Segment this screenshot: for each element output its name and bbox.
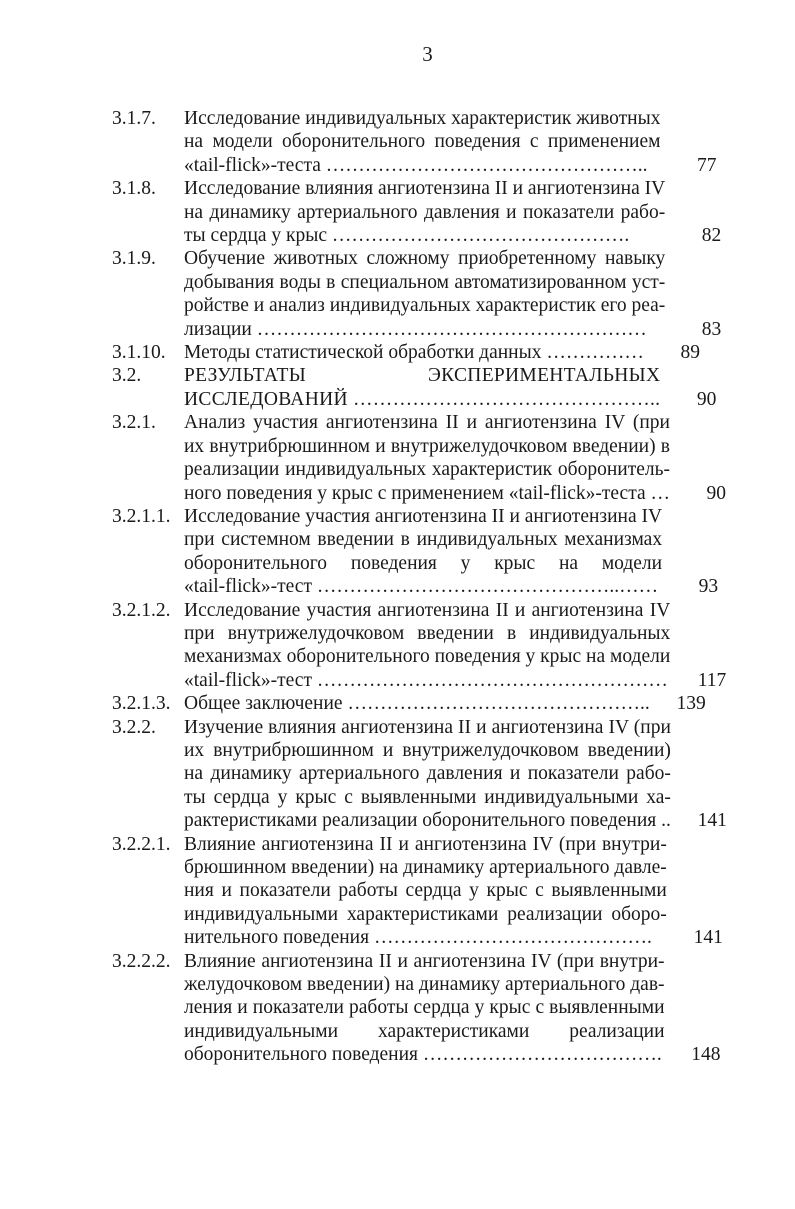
toc-entry-line: на модели оборонительного поведения с применением xyxy=(184,131,661,153)
toc-entry-page: 117 xyxy=(697,669,727,691)
toc-entry-line: добывания воды в специальном автоматизированном уст- xyxy=(184,271,666,293)
toc-entry-title xyxy=(184,950,721,1067)
toc-entry-page: 83 xyxy=(701,318,722,340)
toc-entry-line: нительного поведения ……………………………………. xyxy=(184,927,652,949)
toc-entry-title xyxy=(184,411,726,505)
toc-entry-title xyxy=(184,505,718,599)
toc-entry-line: на динамику артериального давления и показатели рабо- xyxy=(184,201,666,223)
toc-entry xyxy=(112,599,727,693)
toc-entry-page: 77 xyxy=(696,154,717,176)
toc-entry xyxy=(112,247,722,341)
toc-entry-page: 89 xyxy=(680,342,700,364)
toc-entry-line: ройстве и анализ индивидуальных характеристик его реа- xyxy=(184,295,666,317)
toc-entry-line: Обучение животных сложному приобретенному навыку xyxy=(184,248,666,270)
toc-entry-line: их внутрибрюшинном и внутрижелудочковом введении) xyxy=(184,739,671,761)
table-of-contents xyxy=(112,107,727,1067)
toc-entry-title xyxy=(184,716,727,833)
toc-entry-title xyxy=(184,177,721,247)
toc-entry-title xyxy=(184,107,716,177)
toc-entry xyxy=(112,833,723,950)
toc-entry-line: «tail-flick»-тест ……………………………………………… xyxy=(184,669,668,691)
toc-entry-line: ты сердца у крыс ………………………………………. xyxy=(184,225,630,247)
toc-entry-number: 3.2.2.2. xyxy=(112,950,171,972)
toc-entry xyxy=(112,950,721,1067)
toc-entry xyxy=(112,107,717,177)
toc-entry xyxy=(112,716,727,833)
toc-entry xyxy=(112,692,706,715)
toc-entry-line: реализации индивидуальных характеристик оборонитель- xyxy=(184,459,670,481)
toc-entry-page: 82 xyxy=(701,225,722,247)
toc-entry-line: лизации …………………………………………………… xyxy=(184,318,647,340)
toc-entry xyxy=(112,364,717,411)
toc-entry-title xyxy=(184,364,716,411)
toc-entry-number: 3.2.2. xyxy=(112,716,156,738)
toc-entry-number: 3.2.1.1. xyxy=(112,505,171,527)
toc-entry xyxy=(112,341,700,364)
toc-entry-line: механизмах оборонительного поведения у крыс на модели xyxy=(184,646,671,668)
toc-entry-number: 3.2.1.3. xyxy=(112,693,171,715)
toc-entry-number: 3.2. xyxy=(112,365,142,387)
toc-entry-line: «tail-flick»-теста ………………………………………….. xyxy=(184,154,648,176)
toc-entry-line: Общее заключение ……………………………………….. xyxy=(184,693,650,715)
toc-entry-line: Анализ участия ангиотензина II и ангиотензина IV (при xyxy=(184,412,670,434)
toc-entry-number: 3.1.10. xyxy=(112,342,166,364)
toc-entry-line: ления и показатели работы сердца у крыс с выявленными xyxy=(184,997,665,1019)
toc-entry-number: 3.2.1. xyxy=(112,412,156,434)
toc-entry-page: 90 xyxy=(706,482,726,504)
toc-entry xyxy=(112,411,726,505)
toc-entry-line: Влияние ангиотензина II и ангиотензина IV (при внутри- xyxy=(184,833,667,855)
toc-entry-line: желудочковом введении) на динамику артериального дав- xyxy=(184,974,665,996)
toc-entry-line: оборонительного поведения ………………………………. xyxy=(184,1044,662,1066)
toc-entry-line: ты сердца у крыс с выявленными индивидуальными ха- xyxy=(184,786,671,808)
toc-entry-number: 3.2.1.2. xyxy=(112,599,171,621)
toc-entry-title xyxy=(184,341,700,364)
page-number: 3 xyxy=(422,42,433,66)
toc-entry xyxy=(112,505,719,599)
toc-entry-line: Исследование индивидуальных характеристик животных xyxy=(184,108,661,129)
toc-entry-number: 3.1.9. xyxy=(112,248,156,270)
toc-entry-line: при системном введении в индивидуальных механизмах xyxy=(184,529,663,551)
toc-entry-line: «tail-flick»-тест ………………………………………..…… xyxy=(184,576,659,598)
toc-entry-line: их внутрибрюшинном и внутрижелудочковом введении) в xyxy=(184,435,670,457)
toc-entry-number: 3.2.2.1. xyxy=(112,833,171,855)
toc-entry-line: на динамику артериального давления и показатели рабо- xyxy=(184,763,671,785)
toc-entry-number: 3.1.8. xyxy=(112,178,156,200)
toc-entry-title xyxy=(184,247,721,341)
toc-entry-page: 93 xyxy=(698,576,719,598)
toc-entry-line: Изучение влияния ангиотензина II и ангиотензина IV (при xyxy=(184,716,671,738)
toc-entry-line: ного поведения у крыс с применением «tail-flick»-теста … xyxy=(184,482,670,504)
toc-entry-page: 139 xyxy=(676,693,706,715)
toc-entry-line: Методы статистической обработки данных …………… xyxy=(184,342,644,364)
toc-entry-line: ИССЛЕДОВАНИЙ ……………………………………….. xyxy=(184,388,661,410)
toc-entry-line: индивидуальными характеристиками реализации оборо- xyxy=(184,903,667,925)
toc-entry-line: Исследование участия ангиотензина II и ангиотензина IV xyxy=(184,505,663,527)
toc-entry-number: 3.1.7. xyxy=(112,108,156,129)
toc-entry-line: РЕЗУЛЬТАТЫ ЭКСПЕРИМЕНТАЛЬНЫХ xyxy=(184,365,661,387)
toc-entry-page: 141 xyxy=(697,810,727,832)
toc-entry-page: 141 xyxy=(693,927,723,949)
toc-entry-line: индивидуальными характеристиками реализации xyxy=(184,1020,665,1042)
toc-entry-line: рактеристиками реализации оборонительного поведения .. xyxy=(184,810,671,832)
toc-entry-title xyxy=(184,692,706,715)
toc-entry-line: Исследование участия ангиотензина II и ангиотензина IV xyxy=(184,599,671,621)
toc-entry-line: оборонительного поведения у крыс на модели xyxy=(184,552,663,574)
toc-entry-line: Влияние ангиотензина II и ангиотензина IV (при внутри- xyxy=(184,950,665,972)
toc-entry-line: Исследование влияния ангиотензина II и ангиотензина IV xyxy=(184,178,666,200)
toc-entry xyxy=(112,177,722,247)
toc-entry-page: 90 xyxy=(696,388,717,410)
toc-entry-line: брюшинном введении) на динамику артериального давле- xyxy=(184,857,667,878)
toc-entry-title xyxy=(184,833,723,950)
toc-entry-title xyxy=(184,599,726,693)
toc-entry-line: при внутрижелудочковом введении в индивидуальных xyxy=(184,622,671,644)
toc-entry-line: ния и показатели работы сердца у крыс с выявленными xyxy=(184,880,667,902)
toc-entry-page: 148 xyxy=(691,1044,721,1066)
